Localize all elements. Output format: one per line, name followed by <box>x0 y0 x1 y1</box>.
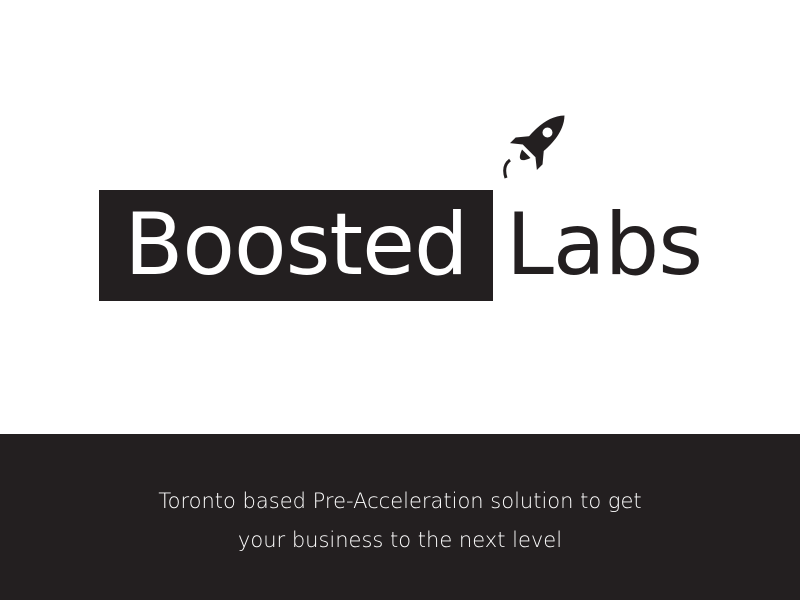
tagline-line-1: Toronto based Pre-Acceleration solution to get <box>158 489 642 513</box>
logo-word-labs: Labs <box>506 195 703 295</box>
rocket-icon <box>498 100 580 182</box>
tagline <box>100 482 700 560</box>
footer <box>0 434 800 600</box>
tagline-line-2: your business to the next level <box>237 528 563 552</box>
logo-word-boosted: Boosted <box>124 195 468 295</box>
